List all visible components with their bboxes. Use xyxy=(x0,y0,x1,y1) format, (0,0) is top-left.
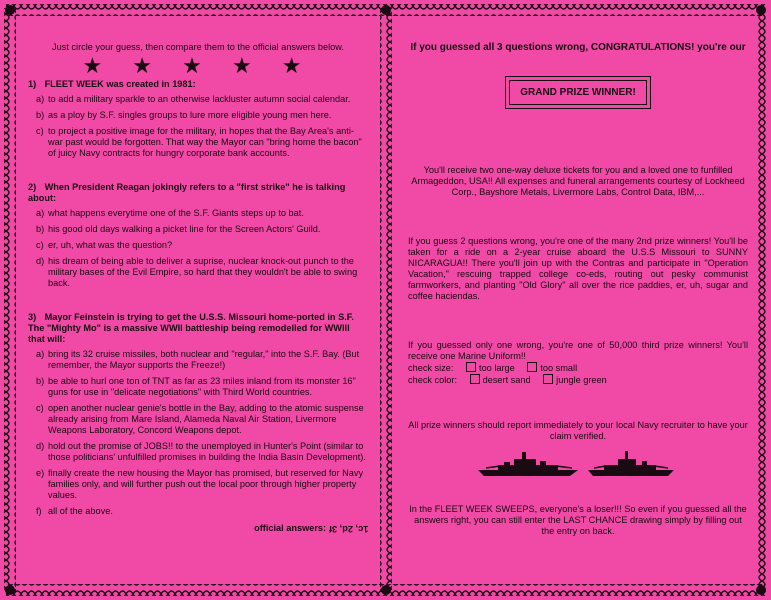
prize-heading: If you guessed all 3 questions wrong, CONGRATULATIONS! you're our xyxy=(410,42,746,53)
battleship-icon xyxy=(588,450,674,478)
quiz-intro: Just circle your guess, then compare them to the official answers below. xyxy=(52,42,344,52)
official-answers-value: 1c, 2d, 3f xyxy=(328,524,368,534)
third-prize-section xyxy=(408,340,748,386)
answer-option[interactable]: c) open another nuclear genie's bottle in the Bay, adding to the atomic suspense already arising from Mare Island, Alameda Naval Air Station, Livermore Weapons Laboratory, Concord Weapons depot. xyxy=(36,403,364,435)
ships-illustration xyxy=(408,448,748,478)
question-2 xyxy=(28,182,368,289)
question-title: 3) Mayor Feinstein is trying to get the U.S.S. Missouri home-ported in S.F. The "Mighty Mo" is a massive WWII battleship being remodelled for WWIII that will: xyxy=(28,312,354,344)
answer-option[interactable]: d) his dream of being able to deliver a suprise, nuclear knock-out punch to the military bases of the Evil Empire, so hard that they wouldn't be able to swing back. xyxy=(36,256,358,288)
question-3 xyxy=(28,312,368,517)
answer-option[interactable]: a) to add a military sparkle to an otherwise lackluster autumn social calendar. xyxy=(36,94,351,104)
checkbox-icon[interactable] xyxy=(543,374,553,384)
answer-option[interactable]: f) all of the above. xyxy=(36,506,113,516)
answer-option[interactable]: c) to project a positive image for the military, in hopes that the Bay Area's anti-war past would be forgotten. That way the Mayor can "bring home the bacon" of juicy Navy contracts for hungry corporate bank accounts. xyxy=(36,126,362,158)
checkbox-icon[interactable] xyxy=(527,362,537,372)
checkbox-icon[interactable] xyxy=(470,374,480,384)
second-prize-text: If you guess 2 questions wrong, you're one of the many 2nd prize winners! You'll be taken for a ride on a 2-year cruise aboard the U.S.S Missouri to SUNNY NICARAGUA!! There you'll join up with the Contras and participate in "Operation Vacation," rescuing trapped college co-eds, routing out pesky communist farmworkers, and planting "Old Glory" all over the rice paddies, er, uh, sugar and coffee haciendas. xyxy=(408,236,748,301)
answer-option[interactable]: c) er, uh, what was the question? xyxy=(36,240,173,250)
color-check-row: check color: desert sand jungle green xyxy=(408,375,607,385)
answer-option[interactable]: b) his good old days walking a picket line for the Screen Actors' Guild. xyxy=(36,224,321,234)
question-1 xyxy=(28,79,368,159)
official-answers: official answers: 1c, 2d, 3f xyxy=(254,523,368,534)
third-prize-text: If you guessed only one wrong, you're one of 50,000 third prize winners! You'll receive one Marine Uniform!! xyxy=(408,340,748,361)
grand-prize-label: GRAND PRIZE WINNER! xyxy=(509,80,647,105)
battleship-icon xyxy=(478,450,578,478)
grand-prize-text: You'll receive two one-way deluxe tickets for you and a loved one to funfilled Armageddon, USA!! All expenses and funeral arrangements courtesy of Lockheed Corp., Bayshore Metals, Livermore Labs, Control Data, IBM,... xyxy=(411,165,745,197)
answer-option[interactable]: a) bring its 32 cruise missiles, both nuclear and "regular," into the S.F. Bay. (But remember, the Mayor supports the Freeze!) xyxy=(36,349,360,370)
question-title: 1) FLEET WEEK was created in 1981: xyxy=(28,79,196,89)
grand-prize-box xyxy=(505,76,651,109)
star-icon: ★ ★ ★ ★ ★ xyxy=(82,53,314,78)
quiz-column xyxy=(28,42,368,534)
answer-option[interactable]: d) hold out the promise of JOBS!! to the unemployed in Hunter's Point (similar to those politicians' unfulfilled promises in building the India Basin Development). xyxy=(36,441,366,462)
report-text: All prize winners should report immediately to your local Navy recruiter to have your claim verified. xyxy=(408,420,748,441)
answer-option[interactable]: b) as a ploy by S.F. singles groups to lure more eligible young men here. xyxy=(36,110,332,120)
sweeps-text: In the FLEET WEEK SWEEPS, everyone's a loser!!! So even if you guessed all the answers right, you can still enter the LAST CHANCE drawing simply by filling out the entry on back. xyxy=(409,504,747,536)
answer-option[interactable]: a) what happens everytime one of the S.F. Giants steps up to bat. xyxy=(36,208,304,218)
size-check-row: check size: too large too small xyxy=(408,363,578,373)
prizes-column xyxy=(408,42,748,546)
question-title: 2) When President Reagan jokingly refers to a "first strike" he is talking about: xyxy=(28,182,346,203)
answer-option[interactable]: e) finally create the new housing the Mayor has promised, but reserved for Navy families only, and will further push out the local poor through higher property values. xyxy=(36,468,364,500)
answer-option[interactable]: b) be able to hurl one ton of TNT as far as 23 miles inland from its monster 16" guns for use in "delicate negotiations" with Third World countries. xyxy=(36,376,356,397)
checkbox-icon[interactable] xyxy=(466,362,476,372)
